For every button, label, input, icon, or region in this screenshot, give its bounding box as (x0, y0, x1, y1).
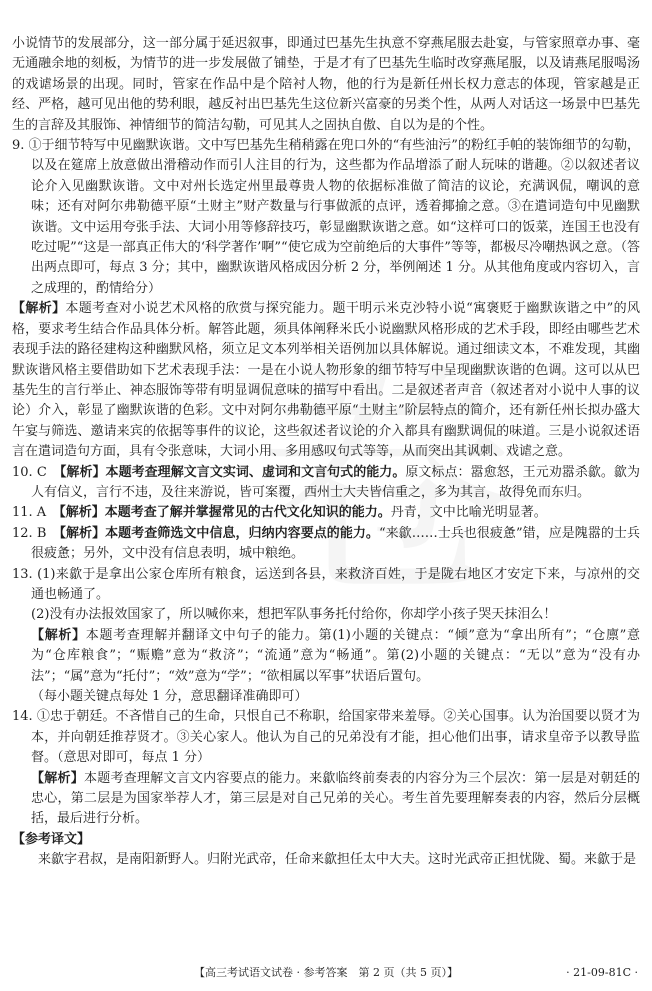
analysis-tag: 【解析】 (31, 627, 86, 643)
answer-q13-part1: 13. (1)来歙于是拿出公家仓库所有粮食，运送到各县，来救济百姓，于是陇右地区才安定下来，与凉州的交通也畅通了。 (12, 566, 640, 602)
analysis-q9-text: 本题考查对小说艺术风格的欣赏与探究能力。题干明示米克沙特小说“寓褒贬于幽默诙谐之中”的风格，要求考生结合作品具体分析。解答此题，须具体阐释米氏小说幽默风格形成的艺术手段，即经由哪些艺术表现手法的路径建构这种幽默风格，须立足文本列举相关语例加以具体解说。通过细读文本，不难发现，其幽默诙谐风格主要借助如下艺术表现手法：一是在小说人物形象的细节特写中呈现幽默诙谐的色调。这可以从巴基先生的言行举止、神态服饰等带有明显调侃意味的描写中看出。二是叙述者声音（叙述者对小说中人事的议论）介入，彰显了幽默诙谐的色彩。文中对阿尔弗勒德平原“土财主”阶层特点的简介，还有新任州长拟办盛大午宴与筛选、邀请来宾的依据等事件的议论，这些叙述者议论的介入都具有幽默调侃的味道。三是小说叙述语言在遣词造句方面，具有令张意味，大词小用、多用感叹句式等等，从而突出其讽刺、戏谑之意。 (12, 301, 640, 460)
analysis-tag: 【解析】 (59, 464, 106, 480)
reference-translation-text: 来歙字君叔，是南阳新野人。归附光武帝，任命来歙担任太中大夫。这时光武帝正担忧陇、蜀。来歙于是 (38, 852, 637, 868)
paragraph-story-plot: 小说情节的发展部分，这一部分属于延迟叙事，即通过巴基先生执意不穿燕尾服去赴宴，与管家照章办事、毫无通融余地的刻板，为情节的进一步发展做了铺垫，于是才有了巴基先生临时改穿燕尾服，以及请燕尾服喝汤的戏谑场景的出现。同时，管家在作品中是个陪衬人物，他的行为是新任州长权力意志的体现，管家越是正经、严格，越可见出他的势利眼，越反衬出巴基先生这位新兴富豪的另类个性，从两人对话这一场景中巴基先生的言辞及其服饰、神情细节的简洁勾勒，可见其人之固执自傲、自以为是的个性。 (12, 36, 640, 133)
analysis-q13 (12, 626, 640, 687)
analysis-q13-text: 本题考查理解并翻译文中句子的能力。第(1)小题的关键点：“倾”意为“拿出所有”；“仓廪”意为“仓库粮食”；“赈赡”意为“救济”；“流通”意为“畅通”。第(2)小题的关键点：“无以”意为“没有办法”；“属”意为“托付”；“效”意为“学”；“欲相属以军事”状语后置句。 (31, 627, 640, 684)
answer-q12 (12, 524, 640, 565)
analysis-q11-lead: 本题考查了解并掌握常见的古代文化知识的能力。 (104, 505, 391, 521)
analysis-tag: 【解析】 (59, 505, 105, 521)
answer-q10-choice: 10. C (12, 464, 47, 480)
answer-q11-choice: 11. A (12, 505, 47, 521)
analysis-q9 (12, 299, 640, 462)
answer-q9: 9. ①于细节特写中见幽默诙谐。文中写巴基先生稍稍露在兜口外的“有些油污”的粉红手帕的装饰细节的勾勒，以及在筵席上放意做出滑稽动作而引人注目的行为，这些都为作品增添了耐人玩味的谐趣。②以叙述者议论介入见幽默诙谐。文中对州长选定州里最尊贵人物的依据标准做了简洁的议论，充满讽侃，嘲讽的意味；还有对阿尔弗勒德平原“土财主”财产数量与行事做派的点评，透着揶揄之意。③在遣词造句中见幽默诙谐。文中运用夸张手法、大词小用等修辞技巧，彰显幽默诙谐之意。如“这样可口的饭菜，连国王也没有吃过呢”“这是一部真正伟大的‘科学著作’啊”“使它成为空前绝后的大事件”等等，都极尽冷嘲热讽之意。（答出两点即可，每点 3 分；其中，幽默诙谐风格成因分析 2 分，举例阐述 1 分。从其他角度或内容切入，言之成理的，酌情给分） (12, 138, 640, 296)
analysis-q10-lead: 本题考查理解文言文实词、虚词和文言句式的能力。 (105, 464, 406, 480)
answer-q13-part2: (2)没有办法报效国家了，所以喊你来，想把军队事务托付给你，你却学小孩子哭天抹泪么！ (31, 607, 557, 623)
answer-q12-choice: 12. B (12, 525, 47, 541)
analysis-q14 (12, 769, 640, 830)
reference-translation-tag: 【参考译文】 (12, 831, 91, 847)
page-content (12, 34, 640, 871)
analysis-tag: 【解析】 (12, 301, 66, 317)
analysis-tag: 【解析】 (59, 525, 106, 541)
scoring-note-q13: （每小题关键点每处 1 分，意思翻译准确即可） (31, 689, 308, 704)
footer-page-info: 【高三考试语文试卷 · 参考答案 第 2 页（共 5 页）】 (194, 966, 458, 979)
analysis-q12-text: “来歙……士兵也很疲惫”错，应是隗嚣的士兵很疲惫；另外，文中没有信息表明，城中粮绝。 (31, 525, 640, 562)
answer-q10 (12, 463, 640, 504)
analysis-q12-lead: 本题考查筛选文中信息，归纳内容要点的能力。 (105, 525, 379, 541)
analysis-q14-text: 本题考查理解文言文内容要点的能力。来歙临终前奏表的内容分为三个层次：第一层是对朝廷的忠心，第二层是为国家举荐人才，第三层是对自己兄弟的关心。考生首先要理解奏表的内容，然后分层概括，最后进行分析。 (31, 770, 640, 827)
analysis-q11-text: 丹青，文中比喻光明显著。 (390, 505, 547, 521)
analysis-q10-text: 原文标点：嚣愈怒，王元劝嚣杀歙。歙为人有信义，言行不违，及往来游说，皆可案覆，西州士大夫皆信重之，多为其言，故得免而东归。 (31, 464, 640, 500)
footer-code: · 21-09-81C · (566, 966, 638, 979)
analysis-tag: 【解析】 (31, 770, 84, 786)
answer-q14: 14. ①忠于朝廷。不吝惜自己的生命，只恨自己不称职，给国家带来羞辱。②关心国事。认为治国要以贤才为本，并向朝廷推荐贤才。③关心家人。他认为自己的兄弟没有才能，担心他们出事，请求皇帝予以教导监督。（意思对即可，每点 1 分） (12, 709, 640, 766)
reference-translation-heading (12, 830, 640, 850)
answer-q11 (12, 503, 640, 523)
